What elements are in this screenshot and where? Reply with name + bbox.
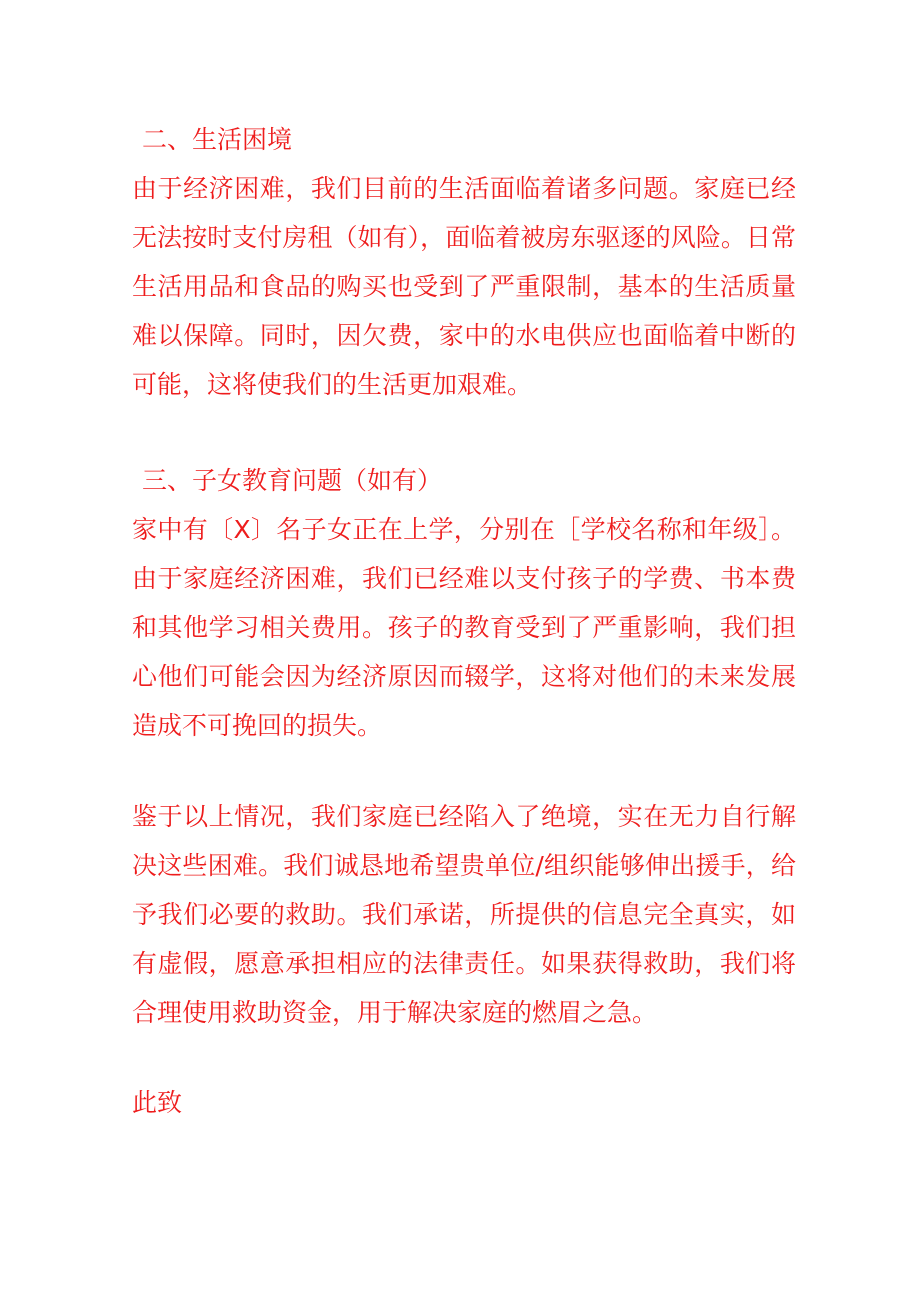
paragraph-spacer <box>132 1037 796 1079</box>
section-body-children-education: 家中有〔X〕名子女正在上学，分别在［学校名称和年级］。由于家庭经济困难，我们已经难以支付孩子的学费、书本费和其他学习相关费用。孩子的教育受到了严重影响，我们担心他们可能会因为经济原因而辍学，这将对他们的未来发展造成不可挽回的损失。 <box>132 515 796 740</box>
paragraph-spacer <box>132 409 796 457</box>
document-content <box>132 116 796 1127</box>
section-heading-living-difficulties: 二、生活困境 <box>142 125 293 154</box>
section-body-living-difficulties: 由于经济困难，我们目前的生活面临着诸多问题。家庭已经无法按时支付房租（如有），面临着被房东驱逐的风险。日常生活用品和食品的购买也受到了严重限制，基本的生活质量难以保障。同时，因欠费，家中的水电供应也面临着中断的可能，这将使我们的生活更加艰难。 <box>132 174 796 399</box>
section-heading-children-education: 三、子女教育问题（如有） <box>142 466 443 495</box>
paragraph-spacer <box>132 750 796 792</box>
appeal-paragraph: 鉴于以上情况，我们家庭已经陷入了绝境，实在无力自行解决这些困难。我们诚恳地希望贵单位/组织能够伸出援手，给予我们必要的救助。我们承诺，所提供的信息完全真实，如有虚假，愿意承担相应的法律责任。如果获得救助，我们将合理使用救助资金，用于解决家庭的燃眉之急。 <box>132 802 796 1027</box>
closing-salutation: 此致 <box>132 1088 183 1117</box>
